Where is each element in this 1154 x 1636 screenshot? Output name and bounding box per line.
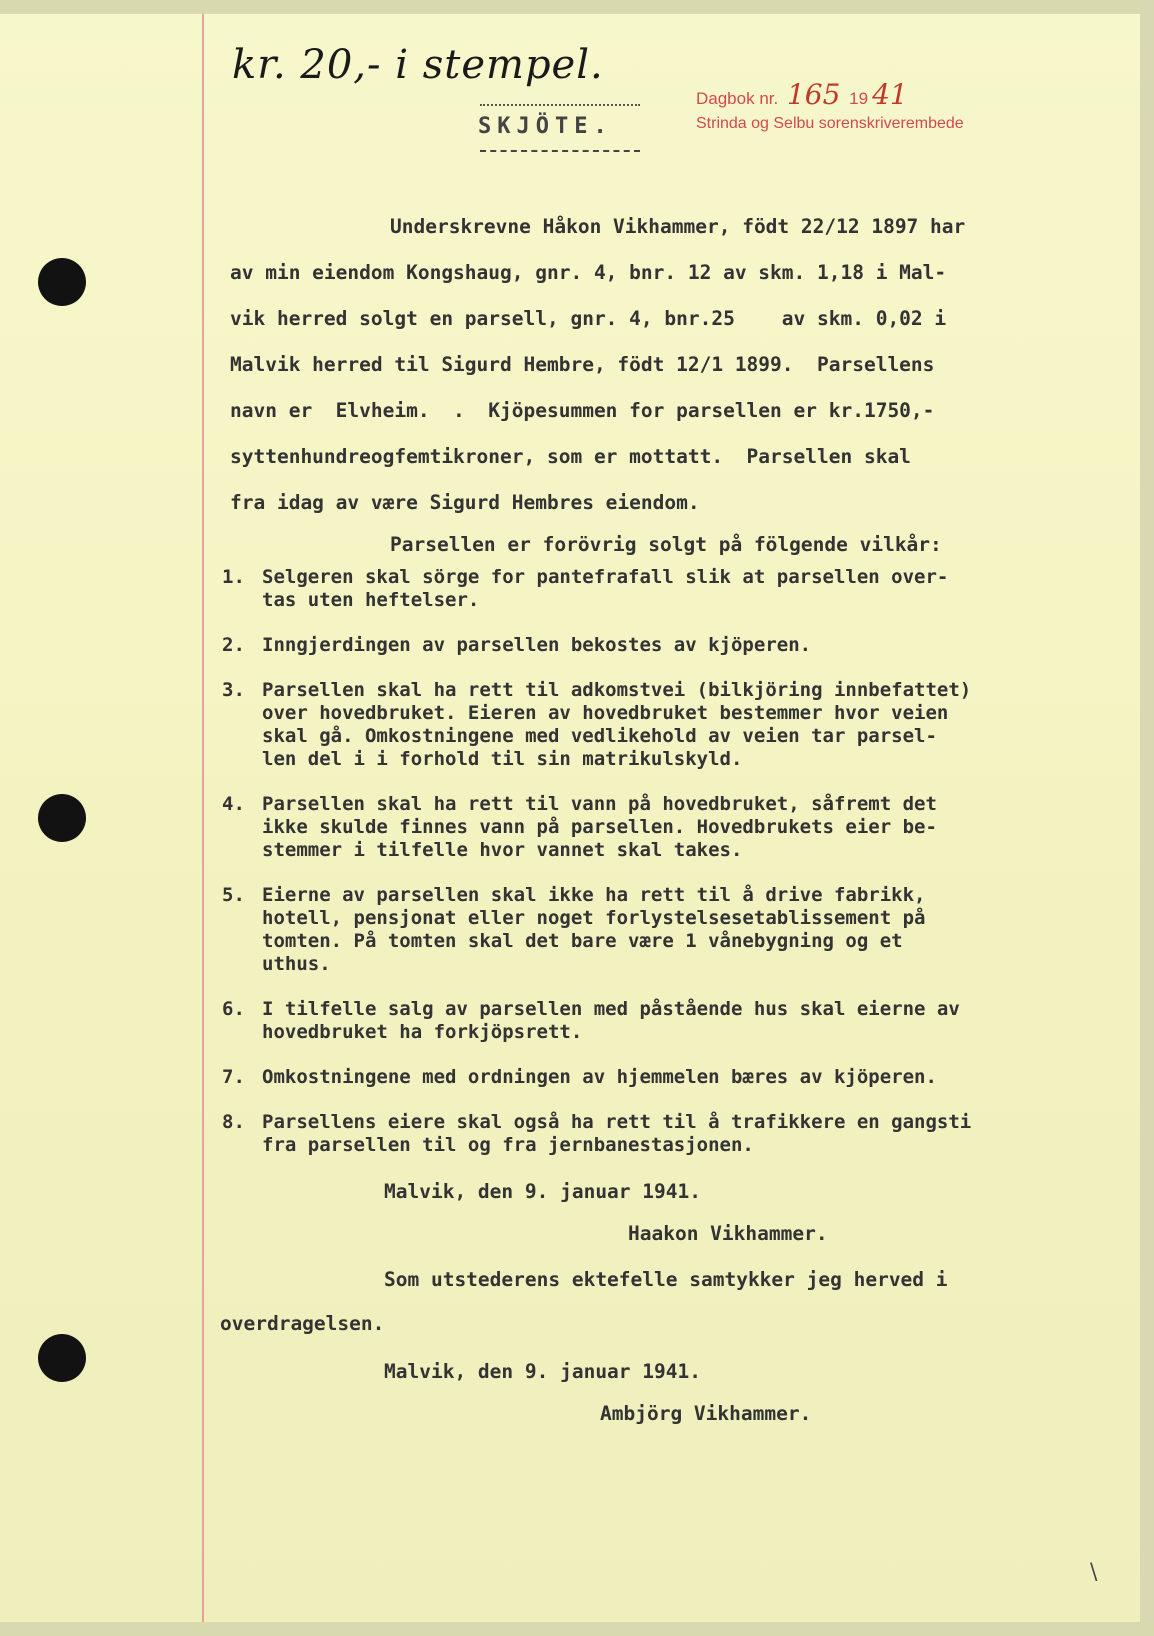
punch-hole-icon [38,1334,86,1382]
stamp-year-prefix: 19 [849,89,869,108]
term-number: 8. [222,1111,245,1133]
spouse-consent: Som utstederens ektefelle samtykker jeg herved i [384,1268,948,1291]
term-item [222,679,1122,771]
term-number: 4. [222,793,245,815]
scan-edge-top [0,0,1154,14]
place-date-2: Malvik, den 9. januar 1941. [384,1360,701,1383]
term-number: 2. [222,634,245,656]
terms-intro: Parsellen er forövrig solgt på fölgende vilkår: [390,533,942,556]
stamp-year-hand: 41 [872,78,908,111]
title-dotted-rule [480,104,640,106]
term-item [222,793,1122,862]
signature-seller: Haakon Vikhammer. [628,1222,828,1245]
body-line: Malvik herred til Sigurd Hembre, födt 12/1 1899. Parsellens [230,353,935,376]
scan-edge-right [1140,0,1154,1636]
term-number: 5. [222,884,245,906]
term-text: Eierne av parsellen skal ikke ha rett til å drive fabrikk, hotell, pensjonat eller noget forlystelsesetablissement på tomten. På tomten skal det bare være 1 vånebygning og et uthus. [262,884,926,975]
term-text: Selgeren skal sörge for pantefrafall slik at parsellen over- tas uten heftelser. [262,566,949,611]
stamp-number: 165 [786,78,841,111]
signature-spouse: Ambjörg Vikhammer. [600,1402,812,1425]
document-title: SKJÖTE. [478,114,613,139]
stamp-office: Strinda og Selbu sorenskriverembede [696,115,964,132]
term-item [222,1066,1122,1089]
term-item [222,998,1122,1044]
term-number: 7. [222,1066,245,1088]
registry-stamp [696,78,964,133]
term-text: Parsellen skal ha rett til adkomstvei (bilkjöring innbefattet) over hovedbruket. Eieren av hovedbruket bestemmer hvor veien skal gå. Omkostningene med vedlikehold av veien tar parsel- len del i i forhold til sin matrikulskyld. [262,679,972,770]
term-item [222,566,1122,612]
body-line: syttenhundreogfemtikroner, som er mottatt. Parsellen skal [230,445,911,468]
term-number: 1. [222,566,245,588]
body-line: fra idag av være Sigurd Hembres eiendom. [230,491,700,514]
body-line: vik herred solgt en parsell, gnr. 4, bnr.25 av skm. 0,02 i [230,307,947,330]
term-item [222,884,1122,976]
punch-hole-icon [38,794,86,842]
stamp-label: Dagbok nr. [696,89,779,108]
body-line: av min eiendom Kongshaug, gnr. 4, bnr. 12 av skm. 1,18 i Mal- [230,261,947,284]
term-number: 3. [222,679,245,701]
spouse-consent-cont: overdragelsen. [220,1312,385,1335]
body-line: navn er Elvheim. . Kjöpesummen for parsellen er kr.1750,- [230,399,935,422]
body-line: Underskrevne Håkon Vikhammer, födt 22/12 1897 har [390,215,966,238]
punch-hole-icon [38,258,86,306]
handwritten-fee-note: kr. 20,- i stempel. [232,42,604,88]
margin-line [202,14,204,1622]
scan-edge-bottom [0,1622,1154,1636]
term-item [222,1111,1122,1157]
deed-body [230,204,1110,564]
term-text: Parsellens eiere skal også ha rett til å trafikkere en gangsti fra parsellen til og fra jernbanestasjonen. [262,1111,972,1156]
term-text: Omkostningene med ordningen av hjemmelen bæres av kjöperen. [262,1066,937,1088]
check-mark-icon: \ [1090,1560,1098,1585]
title-dashed-rule [480,150,640,152]
term-text: Inngjerdingen av parsellen bekostes av kjöperen. [262,634,812,656]
term-text: I tilfelle salg av parsellen med påstående hus skal eierne av hovedbruket ha forkjöpsrett. [262,998,960,1043]
terms-list [222,566,1122,1157]
term-text: Parsellen skal ha rett til vann på hovedbruket, såfremt det ikke skulde finnes vann på parsellen. Hovedbrukets eier be- stemmer i tilfelle hvor vannet skal takes. [262,793,937,861]
place-date-1: Malvik, den 9. januar 1941. [384,1180,701,1203]
term-item [222,634,1122,657]
term-number: 6. [222,998,245,1020]
